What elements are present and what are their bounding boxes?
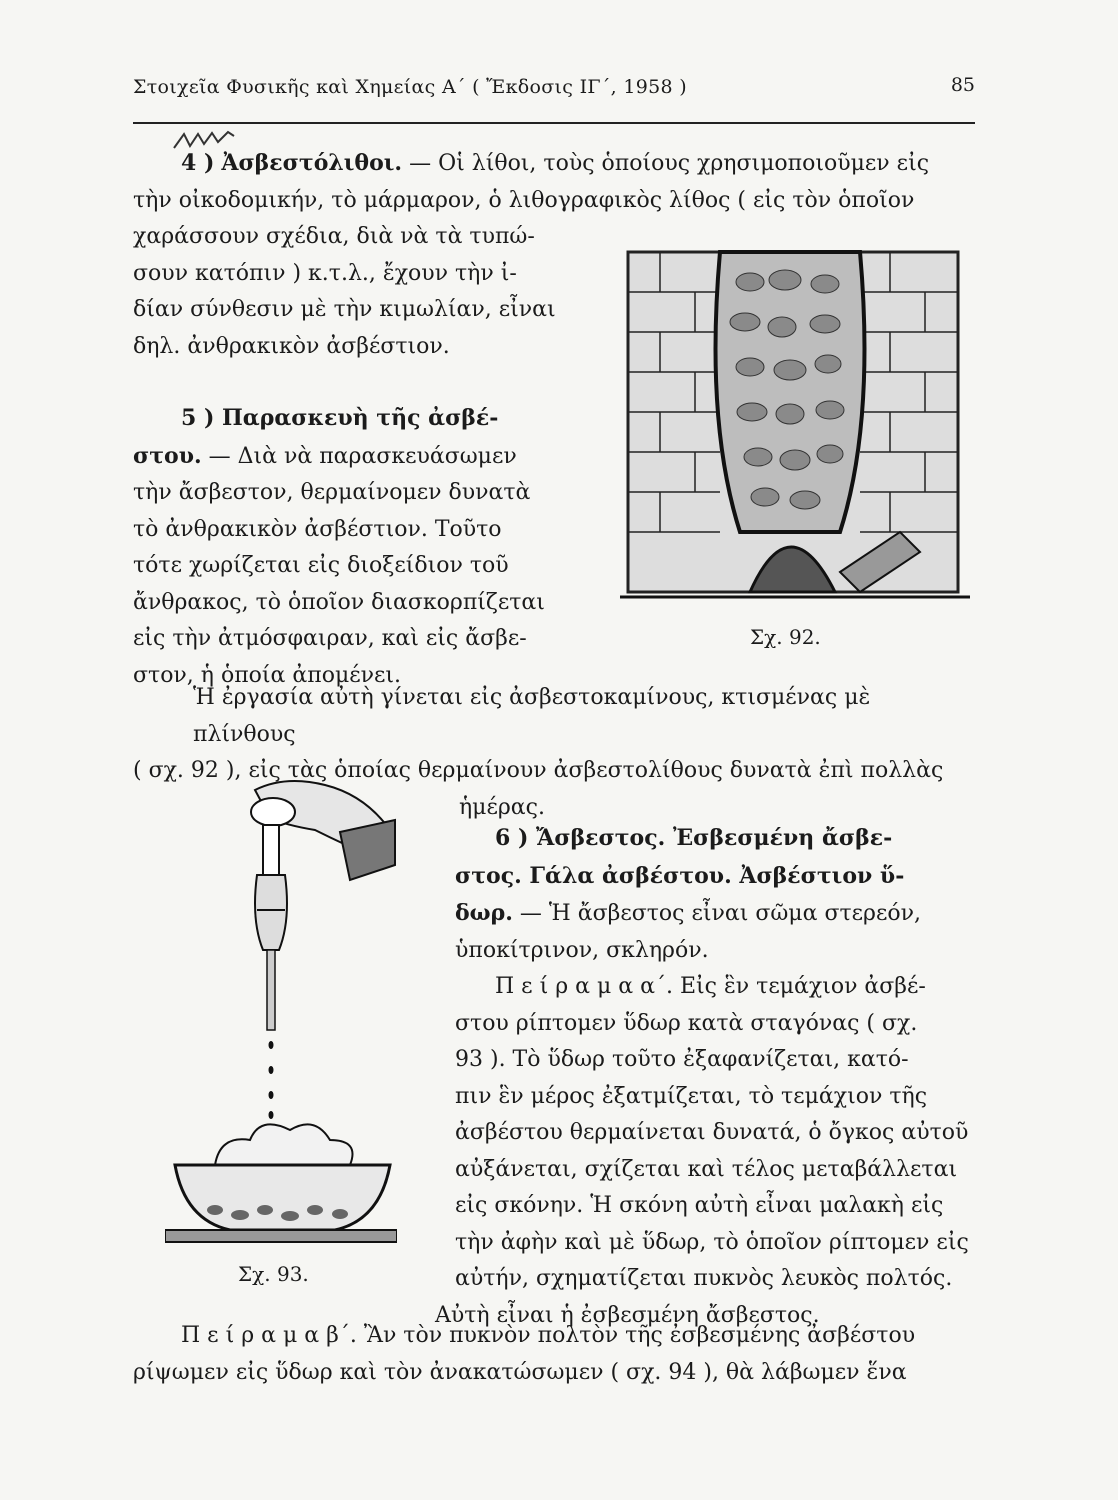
experiment-a-line-4: πιν ἓν μέρος ἐξατμίζεται, τὸ τεμάχιον τῆς [455,1083,928,1109]
section-5-para2-line-2: ( σχ. 92 ), εἰς τὰς ὁποίας θερμαίνουν ἀσβεστολίθους δυνατὰ ἐπὶ πολλὰς [133,758,944,783]
section-4-line-6: δηλ. ἀνθρακικὸν ἀσβέστιον. [133,333,450,359]
section-4-line-5: δίαν σύνθεσιν μὲ τὴν κιμωλίαν, εἶναι [133,297,556,322]
page-number: 85 [950,74,975,96]
section-5 [133,400,573,694]
dropper-experiment-illustration [165,770,397,1250]
section-5-para2-line-3: ἡμέρας. [459,794,545,820]
experiment-a-line-7: εἰς σκόνην. Ἡ σκόνη αὐτὴ εἶναι μαλακὴ εἰς [455,1193,944,1218]
section-5-line-4: τότε χωρίζεται εἰς διοξείδιον τοῦ [133,553,509,578]
section-6-line-1: — Ἡ ἄσβεστος εἶναι σῶμα στερεόν, [519,901,921,926]
section-5-line-3: τὸ ἀνθρακικὸν ἀσβέστιον. Τοῦτο [133,516,502,542]
figure-92-caption: Σχ. 92. [750,625,821,649]
section-6-heading-3: δωρ. [455,900,513,926]
section-5-para2-line-1: Ἡ ἐργασία αὐτὴ γίνεται εἰς ἀσβεστοκαμίνους, κτισμένας μὲ πλίνθους [193,685,871,747]
experiment-a-line-8: τὴν ἀφὴν καὶ μὲ ὕδωρ, τὸ ὁποῖον ρίπτομεν εἰς [455,1229,969,1255]
section-5-heading-2: στου. [133,442,202,469]
section-4-heading: Ἀσβεστόλιθοι. [221,150,403,176]
experiment-a-line-3: 93 ). Τὸ ὕδωρ τοῦτο ἐξαφανίζεται, κατό- [455,1047,909,1072]
experiment-a-line-6: αὐξάνεται, σχίζεται καὶ τέλος μεταβάλλεται [455,1156,958,1182]
section-4-line-3: χαράσσουν σχέδια, διὰ νὰ τὰ τυπώ- [133,224,535,249]
section-5-line-2: τὴν ἄσβεστον, θερμαίνομεν δυνατὰ [133,480,531,505]
section-4-line-4: σουν κατόπιν ) κ.τ.λ., ἔχουν τὴν ἰ- [133,260,517,286]
section-4-line-2: τὴν οἰκοδομικήν, τὸ μάρμαρον, ὁ λιθογραφικὸς λίθος ( εἰς τὸν ὁποῖον [133,187,915,213]
experiment-a-line-2: στου ρίπτομεν ὕδωρ κατὰ σταγόνας ( σχ. [455,1010,918,1036]
header-title: Στοιχεῖα Φυσικῆς καὶ Χημείας Α΄ ( Ἔκδοσις ΙΓ΄, 1958 ) [133,76,687,98]
section-6-line-2: ὑποκίτρινον, σκληρόν. [455,937,709,963]
running-header [133,72,975,106]
section-6 [435,820,975,1334]
section-5-line-6: εἰς τὴν ἀτμόσφαιραν, καὶ εἰς ἄσβε- [133,626,527,651]
figure-93-caption: Σχ. 93. [238,1262,309,1286]
section-6-heading-2: στος. Γάλα ἀσβέστου. Ἀσβέστιον ὕ- [455,862,905,889]
experiment-b [133,1318,975,1391]
section-5-line-1: Διὰ νὰ παρασκευάσωμεν [237,443,517,469]
section-6-heading-1: 6 ) Ἄσβεστος. Ἐσβεσμένη ἄσβε- [495,825,893,851]
header-rule [133,122,975,124]
section-5-dash: — [201,443,238,469]
experiment-a-label: Π ε ί ρ α μ α α΄. [495,974,673,999]
section-4-number: 4 ) [181,150,215,176]
experiment-a-line-10: Αὐτὴ εἶναι ἡ ἐσβεσμένη ἄσβεστος. [435,1302,820,1328]
section-4-line-1: Οἱ λίθοι, τοὺς ὁποίους χρησιμοποιοῦμεν εἰς [438,151,930,176]
section-5-line-7: στον, ἡ ὁποία ἀπομένει. [133,662,402,688]
section-5-heading-1: 5 ) Παρασκευὴ τῆς ἀσβέ- [181,405,499,431]
experiment-a-line-1: Εἰς ἓν τεμάχιον ἀσβέ- [679,974,926,999]
section-4-dash: — [402,151,439,176]
experiment-a-line-5: ἀσβέστου θερμαίνεται δυνατά, ὁ ὄγκος αὐτοῦ [455,1120,969,1145]
experiment-b-line-2: ρίψωμεν εἰς ὕδωρ καὶ τὸν ἀνακατώσωμεν ( σχ. 94 ), θὰ λάβωμεν ἕνα [133,1359,907,1385]
experiment-b-line-1: Ἂν τὸν πυκνὸν πολτὸν τῆς ἐσβεσμένης ἀσβέστου [363,1323,916,1348]
lime-kiln-illustration [600,232,978,614]
section-5-line-5: ἄνθρακος, τὸ ὁποῖον διασκορπίζεται [133,589,545,615]
experiment-a-line-9: αὐτήν, σχηματίζεται πυκνὸς λευκὸς πολτός. [455,1266,953,1291]
experiment-b-label: Π ε ί ρ α μ α β΄. [181,1323,357,1348]
